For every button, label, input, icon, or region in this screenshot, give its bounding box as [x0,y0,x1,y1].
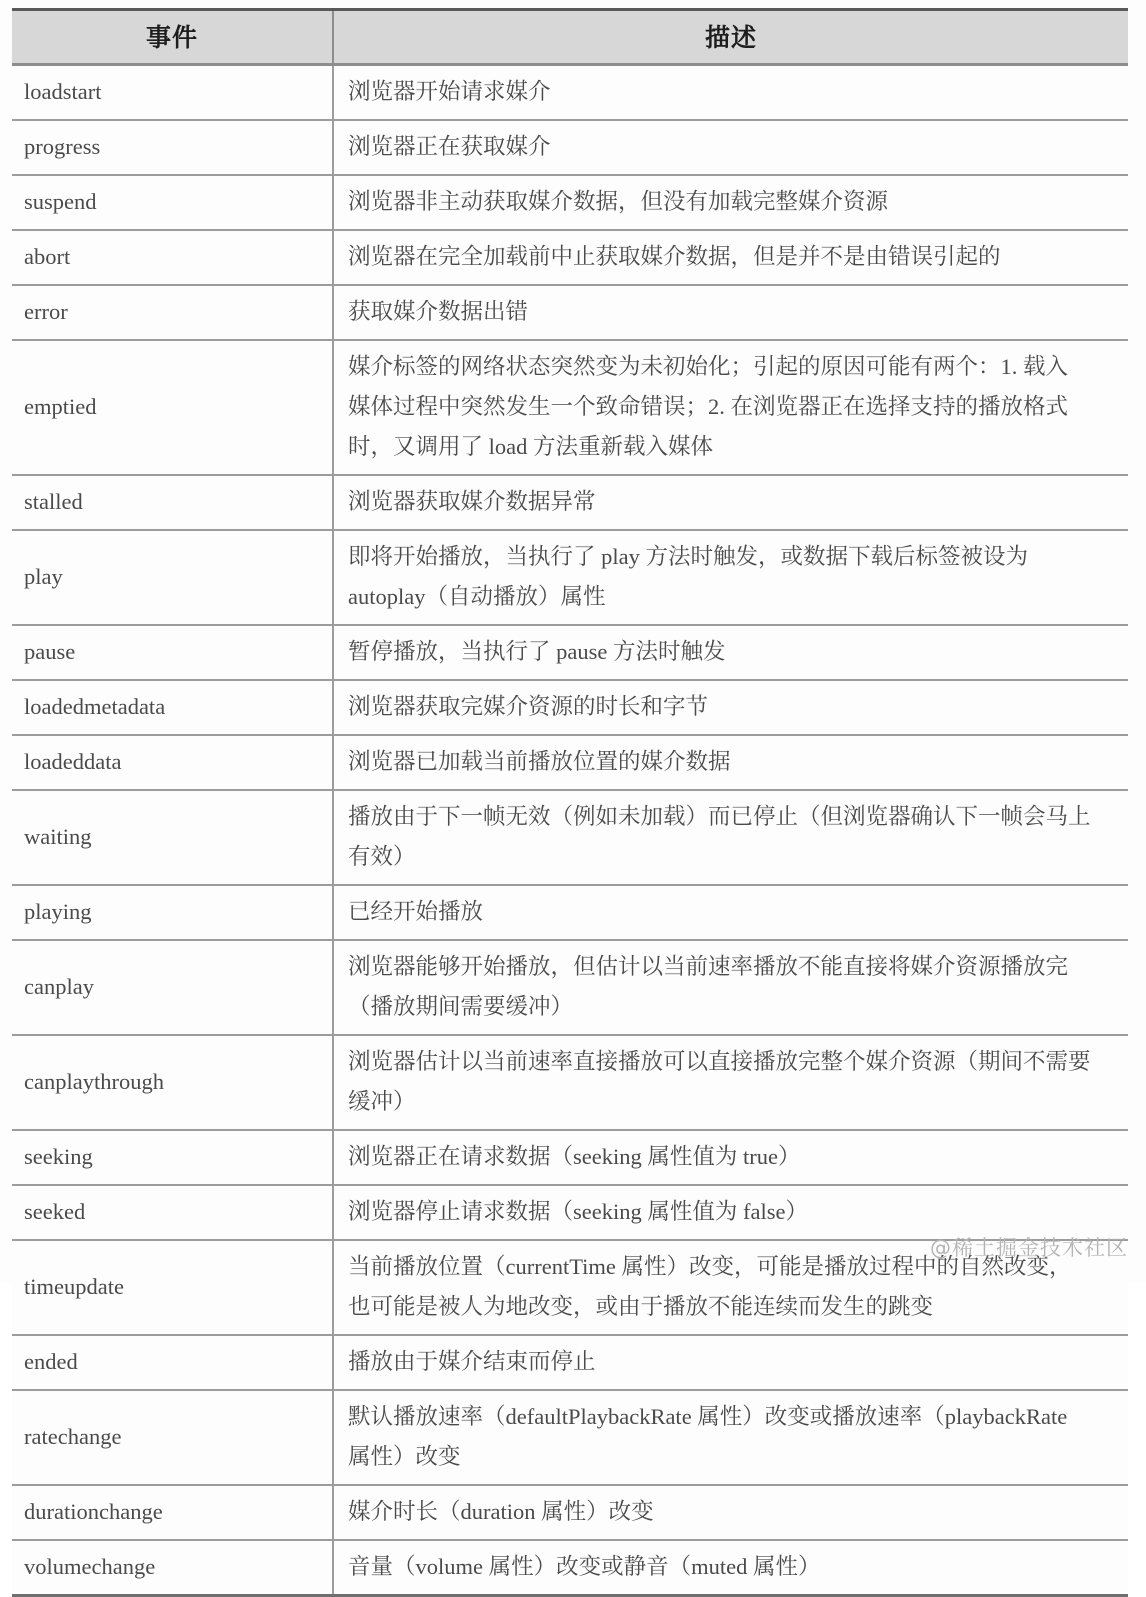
description-line: 时，又调用了 load 方法重新载入媒体 [348,434,713,459]
cell-event-name: ratechange [12,1390,333,1485]
description-line: 属性）改变 [348,1444,461,1469]
cell-event-name: pause [12,625,333,680]
description-line: 浏览器获取媒介数据异常 [348,489,596,514]
cell-event-name: canplaythrough [12,1035,333,1130]
table-row [12,65,1128,121]
cell-event-description [333,885,1128,940]
cell-event-description [333,475,1128,530]
description-line: 播放由于下一帧无效（例如未加载）而已停止（但浏览器确认下一帧会马上 [348,804,1091,829]
table-row [12,625,1128,680]
cell-event-description [333,230,1128,285]
cell-event-description [333,1540,1128,1596]
table-row [12,530,1128,625]
description-line: 浏览器停止请求数据（seeking 属性值为 false） [348,1199,808,1224]
table-row [12,175,1128,230]
table-row [12,475,1128,530]
table-row [12,1185,1128,1240]
cell-event-description [333,735,1128,790]
column-header-event: 事件 [12,10,333,65]
media-events-table [12,8,1128,1597]
description-line: 浏览器获取完媒介资源的时长和字节 [348,694,709,719]
cell-event-description [333,1185,1128,1240]
cell-event-name: seeking [12,1130,333,1185]
cell-event-name: emptied [12,340,333,475]
table-row [12,790,1128,885]
table-row [12,285,1128,340]
cell-event-name: durationchange [12,1485,333,1540]
cell-event-name: progress [12,120,333,175]
table-row [12,1540,1128,1596]
cell-event-name: loadeddata [12,735,333,790]
description-line: 也可能是被人为地改变，或由于播放不能连续而发生的跳变 [348,1294,934,1319]
cell-event-name: stalled [12,475,333,530]
description-line: 获取媒介数据出错 [348,299,529,324]
cell-event-description [333,175,1128,230]
table-row [12,735,1128,790]
cell-event-name: suspend [12,175,333,230]
description-line: 已经开始播放 [348,899,484,924]
description-line: 浏览器在完全加载前中止获取媒介数据，但是并不是由错误引起的 [348,244,1001,269]
description-line: 浏览器非主动获取媒介数据，但没有加载完整媒介资源 [348,189,889,214]
table-row [12,940,1128,1035]
table-row [12,340,1128,475]
cell-event-description [333,340,1128,475]
description-line: 浏览器正在请求数据（seeking 属性值为 true） [348,1144,801,1169]
description-line: 浏览器正在获取媒介 [348,134,551,159]
description-line: 音量（volume 属性）改变或静音（muted 属性） [348,1554,821,1579]
cell-event-description [333,1390,1128,1485]
table-header-row [12,10,1128,65]
table-body [12,65,1128,1596]
cell-event-description [333,120,1128,175]
table-row [12,885,1128,940]
description-line: 有效） [348,844,416,869]
cell-event-name: ended [12,1335,333,1390]
cell-event-description [333,625,1128,680]
description-line: 当前播放位置（currentTime 属性）改变，可能是播放过程中的自然改变， [348,1254,1072,1279]
cell-event-description [333,940,1128,1035]
description-line: 媒介时长（duration 属性）改变 [348,1499,654,1524]
cell-event-name: loadedmetadata [12,680,333,735]
column-header-description: 描述 [333,10,1128,65]
cell-event-description [333,1240,1128,1335]
cell-event-description [333,1130,1128,1185]
table-row [12,1390,1128,1485]
description-line: 媒介标签的网络状态突然变为未初始化；引起的原因可能有两个：1. 载入 [348,354,1069,379]
cell-event-name: timeupdate [12,1240,333,1335]
table-row [12,1335,1128,1390]
description-line: autoplay（自动播放）属性 [348,584,606,609]
description-line: 暂停播放，当执行了 pause 方法时触发 [348,639,726,664]
events-table-container [12,8,1128,1597]
description-line: 即将开始播放，当执行了 play 方法时触发，或数据下载后标签被设为 [348,544,1028,569]
cell-event-name: play [12,530,333,625]
cell-event-description [333,790,1128,885]
cell-event-name: volumechange [12,1540,333,1596]
cell-event-name: playing [12,885,333,940]
cell-event-name: abort [12,230,333,285]
cell-event-name: canplay [12,940,333,1035]
description-line: （播放期间需要缓冲） [348,994,574,1019]
description-line: 媒体过程中突然发生一个致命错误；2. 在浏览器正在选择支持的播放格式 [348,394,1069,419]
table-header [12,10,1128,65]
cell-event-description [333,530,1128,625]
cell-event-description [333,65,1128,121]
cell-event-name: waiting [12,790,333,885]
cell-event-name: loadstart [12,65,333,121]
cell-event-description [333,285,1128,340]
table-row [12,1130,1128,1185]
table-row [12,1240,1128,1335]
cell-event-description [333,1035,1128,1130]
table-row [12,230,1128,285]
cell-event-name: error [12,285,333,340]
description-line: 浏览器估计以当前速率直接播放可以直接播放完整个媒介资源（期间不需要 [348,1049,1091,1074]
table-row [12,1485,1128,1540]
cell-event-description [333,1335,1128,1390]
table-row [12,1035,1128,1130]
description-line: 缓冲） [348,1089,416,1114]
description-line: 浏览器已加载当前播放位置的媒介数据 [348,749,731,774]
table-row [12,120,1128,175]
table-row [12,680,1128,735]
cell-event-name: seeked [12,1185,333,1240]
description-line: 浏览器能够开始播放，但估计以当前速率播放不能直接将媒介资源播放完 [348,954,1069,979]
cell-event-description [333,680,1128,735]
description-line: 浏览器开始请求媒介 [348,79,551,104]
cell-event-description [333,1485,1128,1540]
description-line: 默认播放速率（defaultPlaybackRate 属性）改变或播放速率（playbackRate [348,1404,1068,1429]
description-line: 播放由于媒介结束而停止 [348,1349,596,1374]
watermark-label: @稀土掘金技术社区 [930,1236,1128,1260]
